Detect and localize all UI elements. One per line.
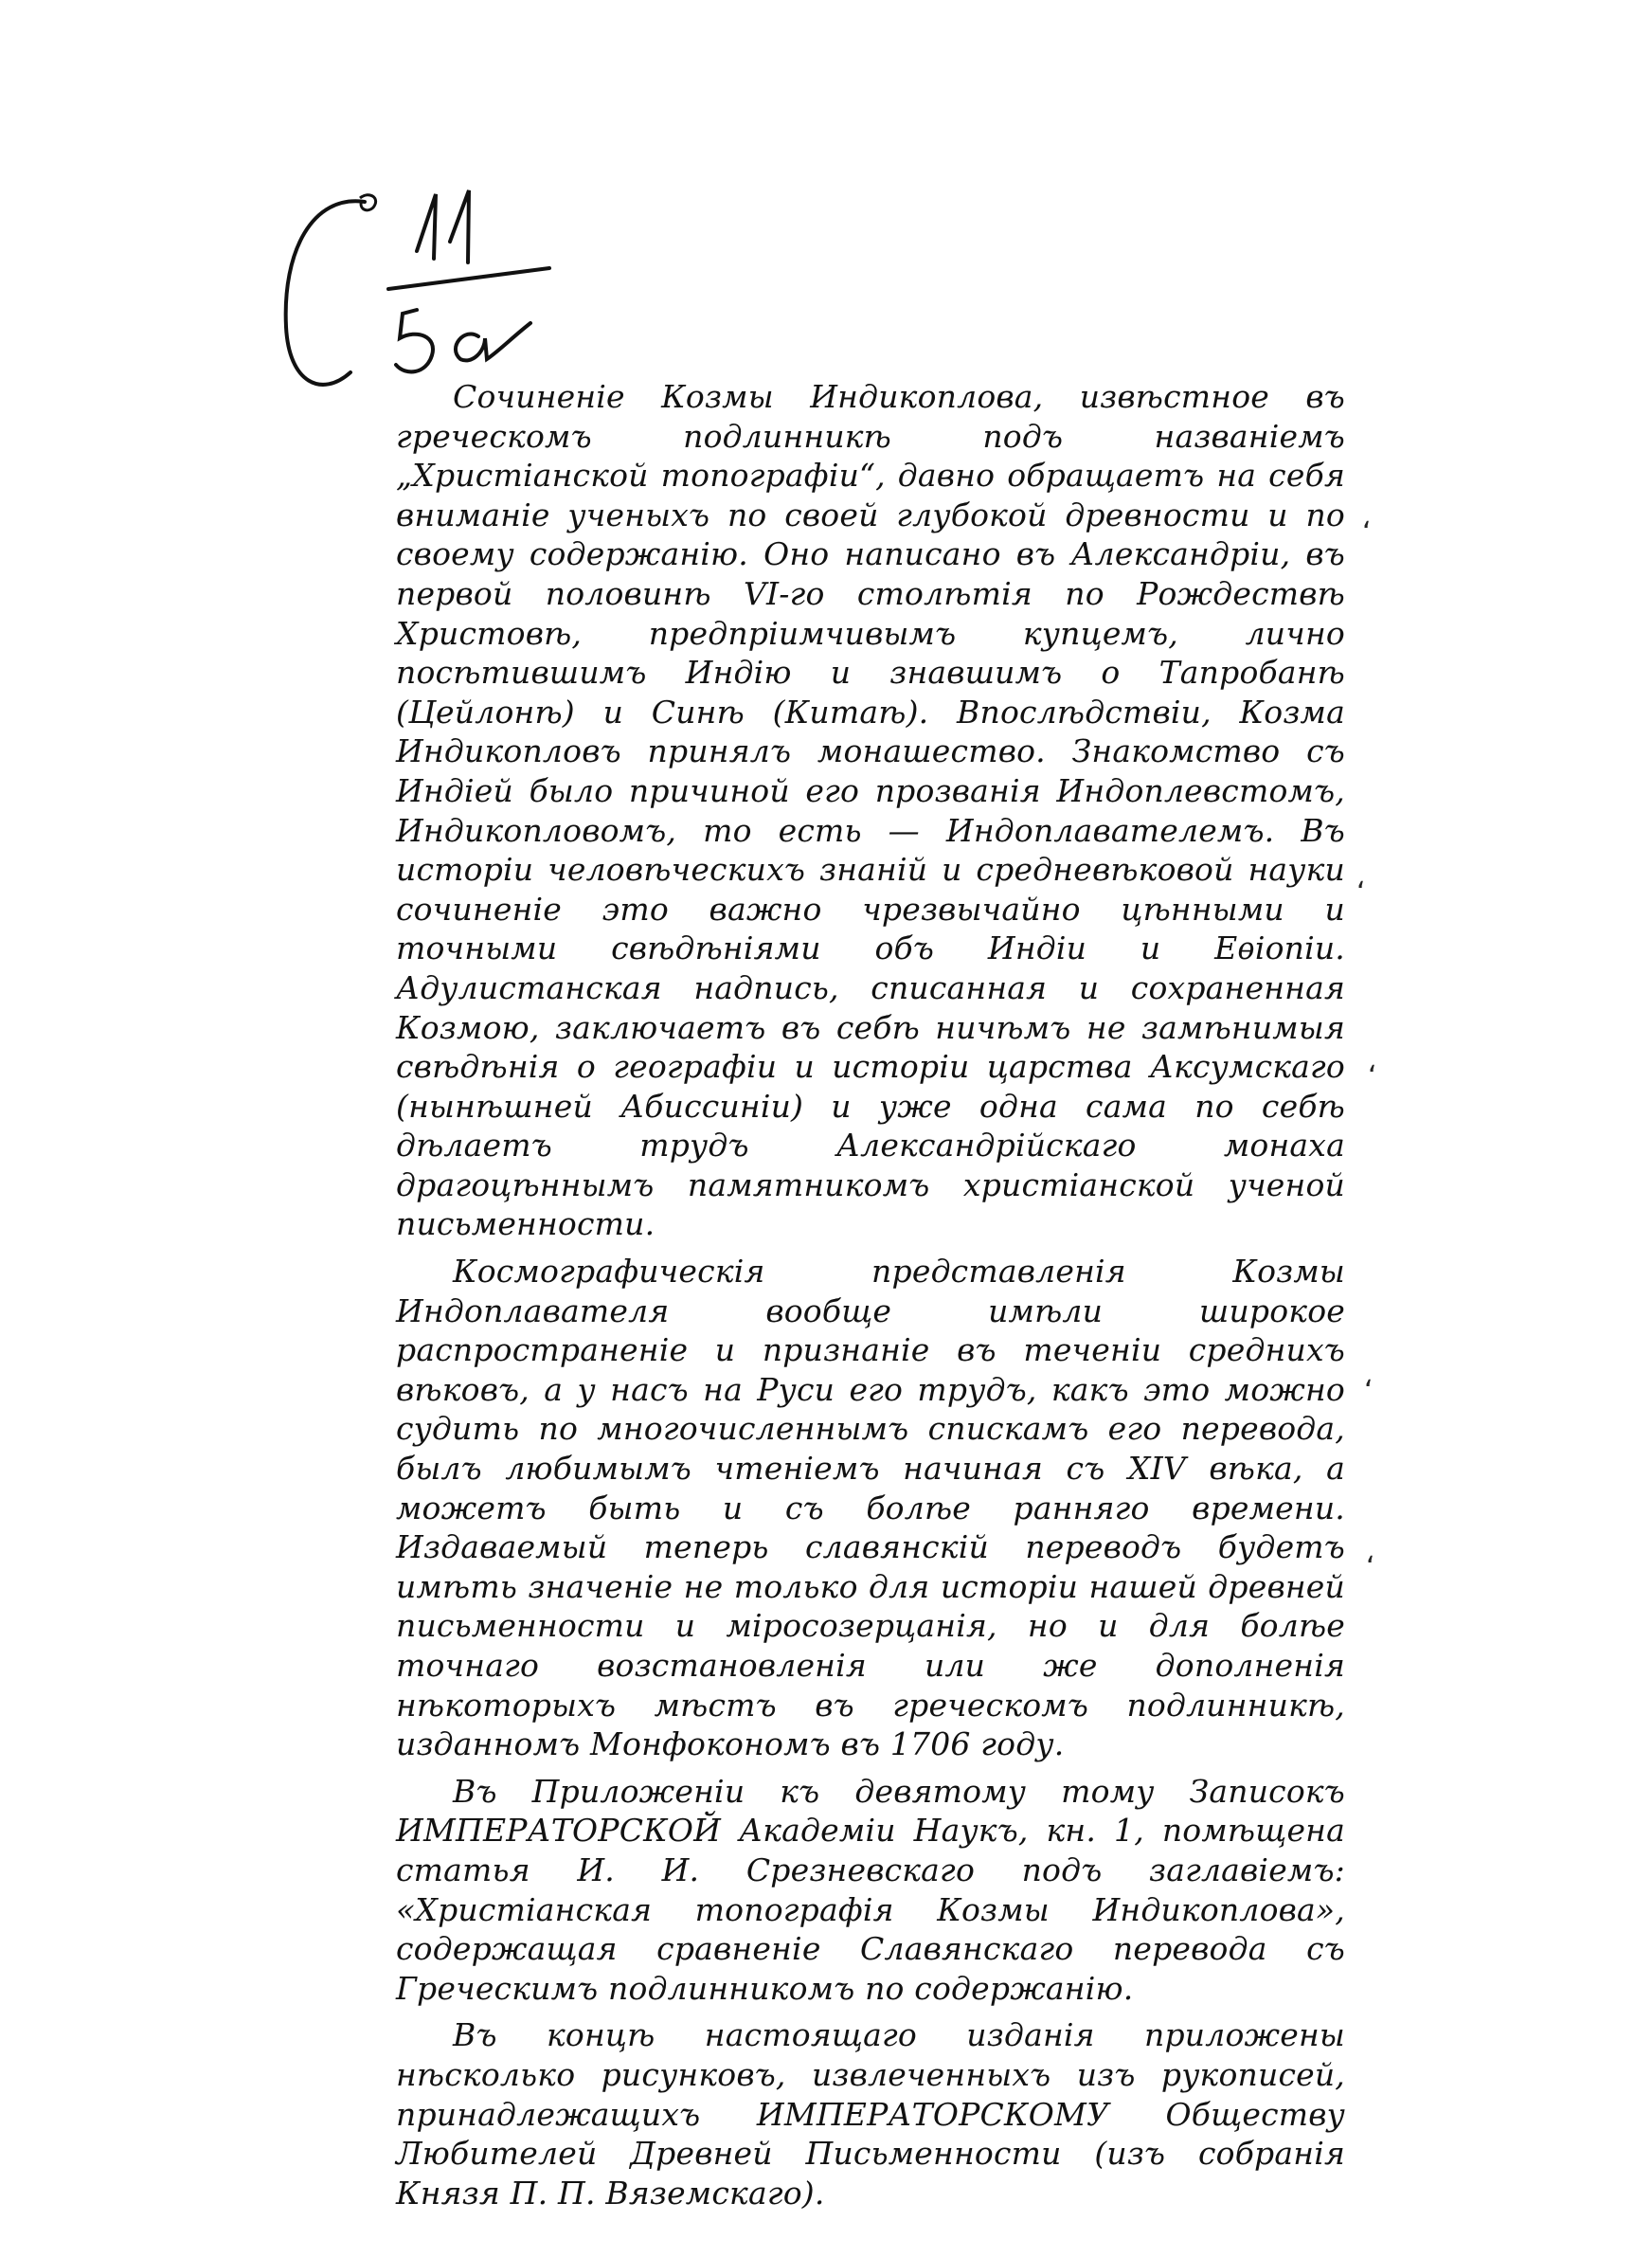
paragraph-3: Въ Приложеніи къ девятому тому Записокъ ИМПЕРАТОРСКОЙ Академіи Наукъ, кн. 1, помѣщена статья И. И. Срезневскаго подъ заглавіемъ: «Христіанская топографія Козмы Индикоплова», содержащая сравненіе Славянскаго перевода съ Греческимъ подлинникомъ по содержанію.	[396, 1772, 1345, 2007]
margin-tick: ʻ	[1362, 516, 1372, 550]
paragraph-4: Въ концѣ настоящаго изданія приложены нѣсколько рисунковъ, извлеченныхъ изъ рукописей, принадлежащихъ ИМПЕРАТОРСКОМУ Обществу Любителей Древней Письменности (изъ собранія Князя П. П. Вяземскаго).	[396, 2016, 1345, 2212]
paragraph-2: Космографическія представленія Козмы Индоплавателя вообще имѣли широкое распространеніе и признаніе въ теченіи среднихъ вѣковъ, а у насъ на Руси его трудъ, какъ это можно судить по многочисленнымъ спискамъ его перевода, былъ любимымъ чтеніемъ начиная съ XIV вѣка, а можетъ быть и съ болѣе ранняго времени. Издаваемый теперь славянскій переводъ будетъ имѣть значеніе не только для исторіи нашей древней письменности и міросозерцанія, но и для болѣе точнаго возстановленія или же дополненія нѣкоторыхъ мѣстъ въ греческомъ подлинникѣ, изданномъ Монфокономъ въ 1706 году.	[396, 1253, 1345, 1763]
body-text	[396, 377, 1345, 2220]
margin-tick: ʻ	[1366, 1551, 1375, 1584]
margin-tick: ʻ	[1356, 876, 1366, 910]
paragraph-1: Сочиненіе Козмы Индикоплова, извѣстное въ греческомъ подлинникѣ подъ названіемъ „Христіанской топографіи“, давно обращаетъ на себя вниманіе ученыхъ по своей глубокой древности и по своему содержанію. Оно написано въ Александріи, въ первой половинѣ VI-го столѣтія по Рождествѣ Христовѣ, предпріимчивымъ купцемъ, лично посѣтившимъ Индію и знавшимъ о Тапробанѣ (Цейлонѣ) и Синѣ (Китаѣ). Впослѣдствіи, Козма Индикопловъ принялъ монашество. Знакомство съ Индіей было причиной его прозванія Индоплевстомъ, Индикопловомъ, то есть — Индоплавателемъ. Въ исторіи человѣческихъ знаній и средневѣковой науки сочиненіе это важно чрезвычайно цѣнными и точными свѣдѣніями объ Индіи и Еѳіопіи. Адулистанская надпись, списанная и сохраненная Козмою, заключаетъ въ себѣ ничѣмъ не замѣнимыя свѣдѣнія о географіи и исторіи царства Аксумскаго (нынѣшней Абиссиніи) и уже одна сама по себѣ дѣлаетъ трудъ Александрійскаго монаха драгоцѣннымъ памятникомъ христіанской ученой письменности.	[396, 378, 1345, 1243]
margin-tick: ʻ	[1368, 1060, 1377, 1093]
margin-tick: ʻ	[1364, 1375, 1374, 1408]
